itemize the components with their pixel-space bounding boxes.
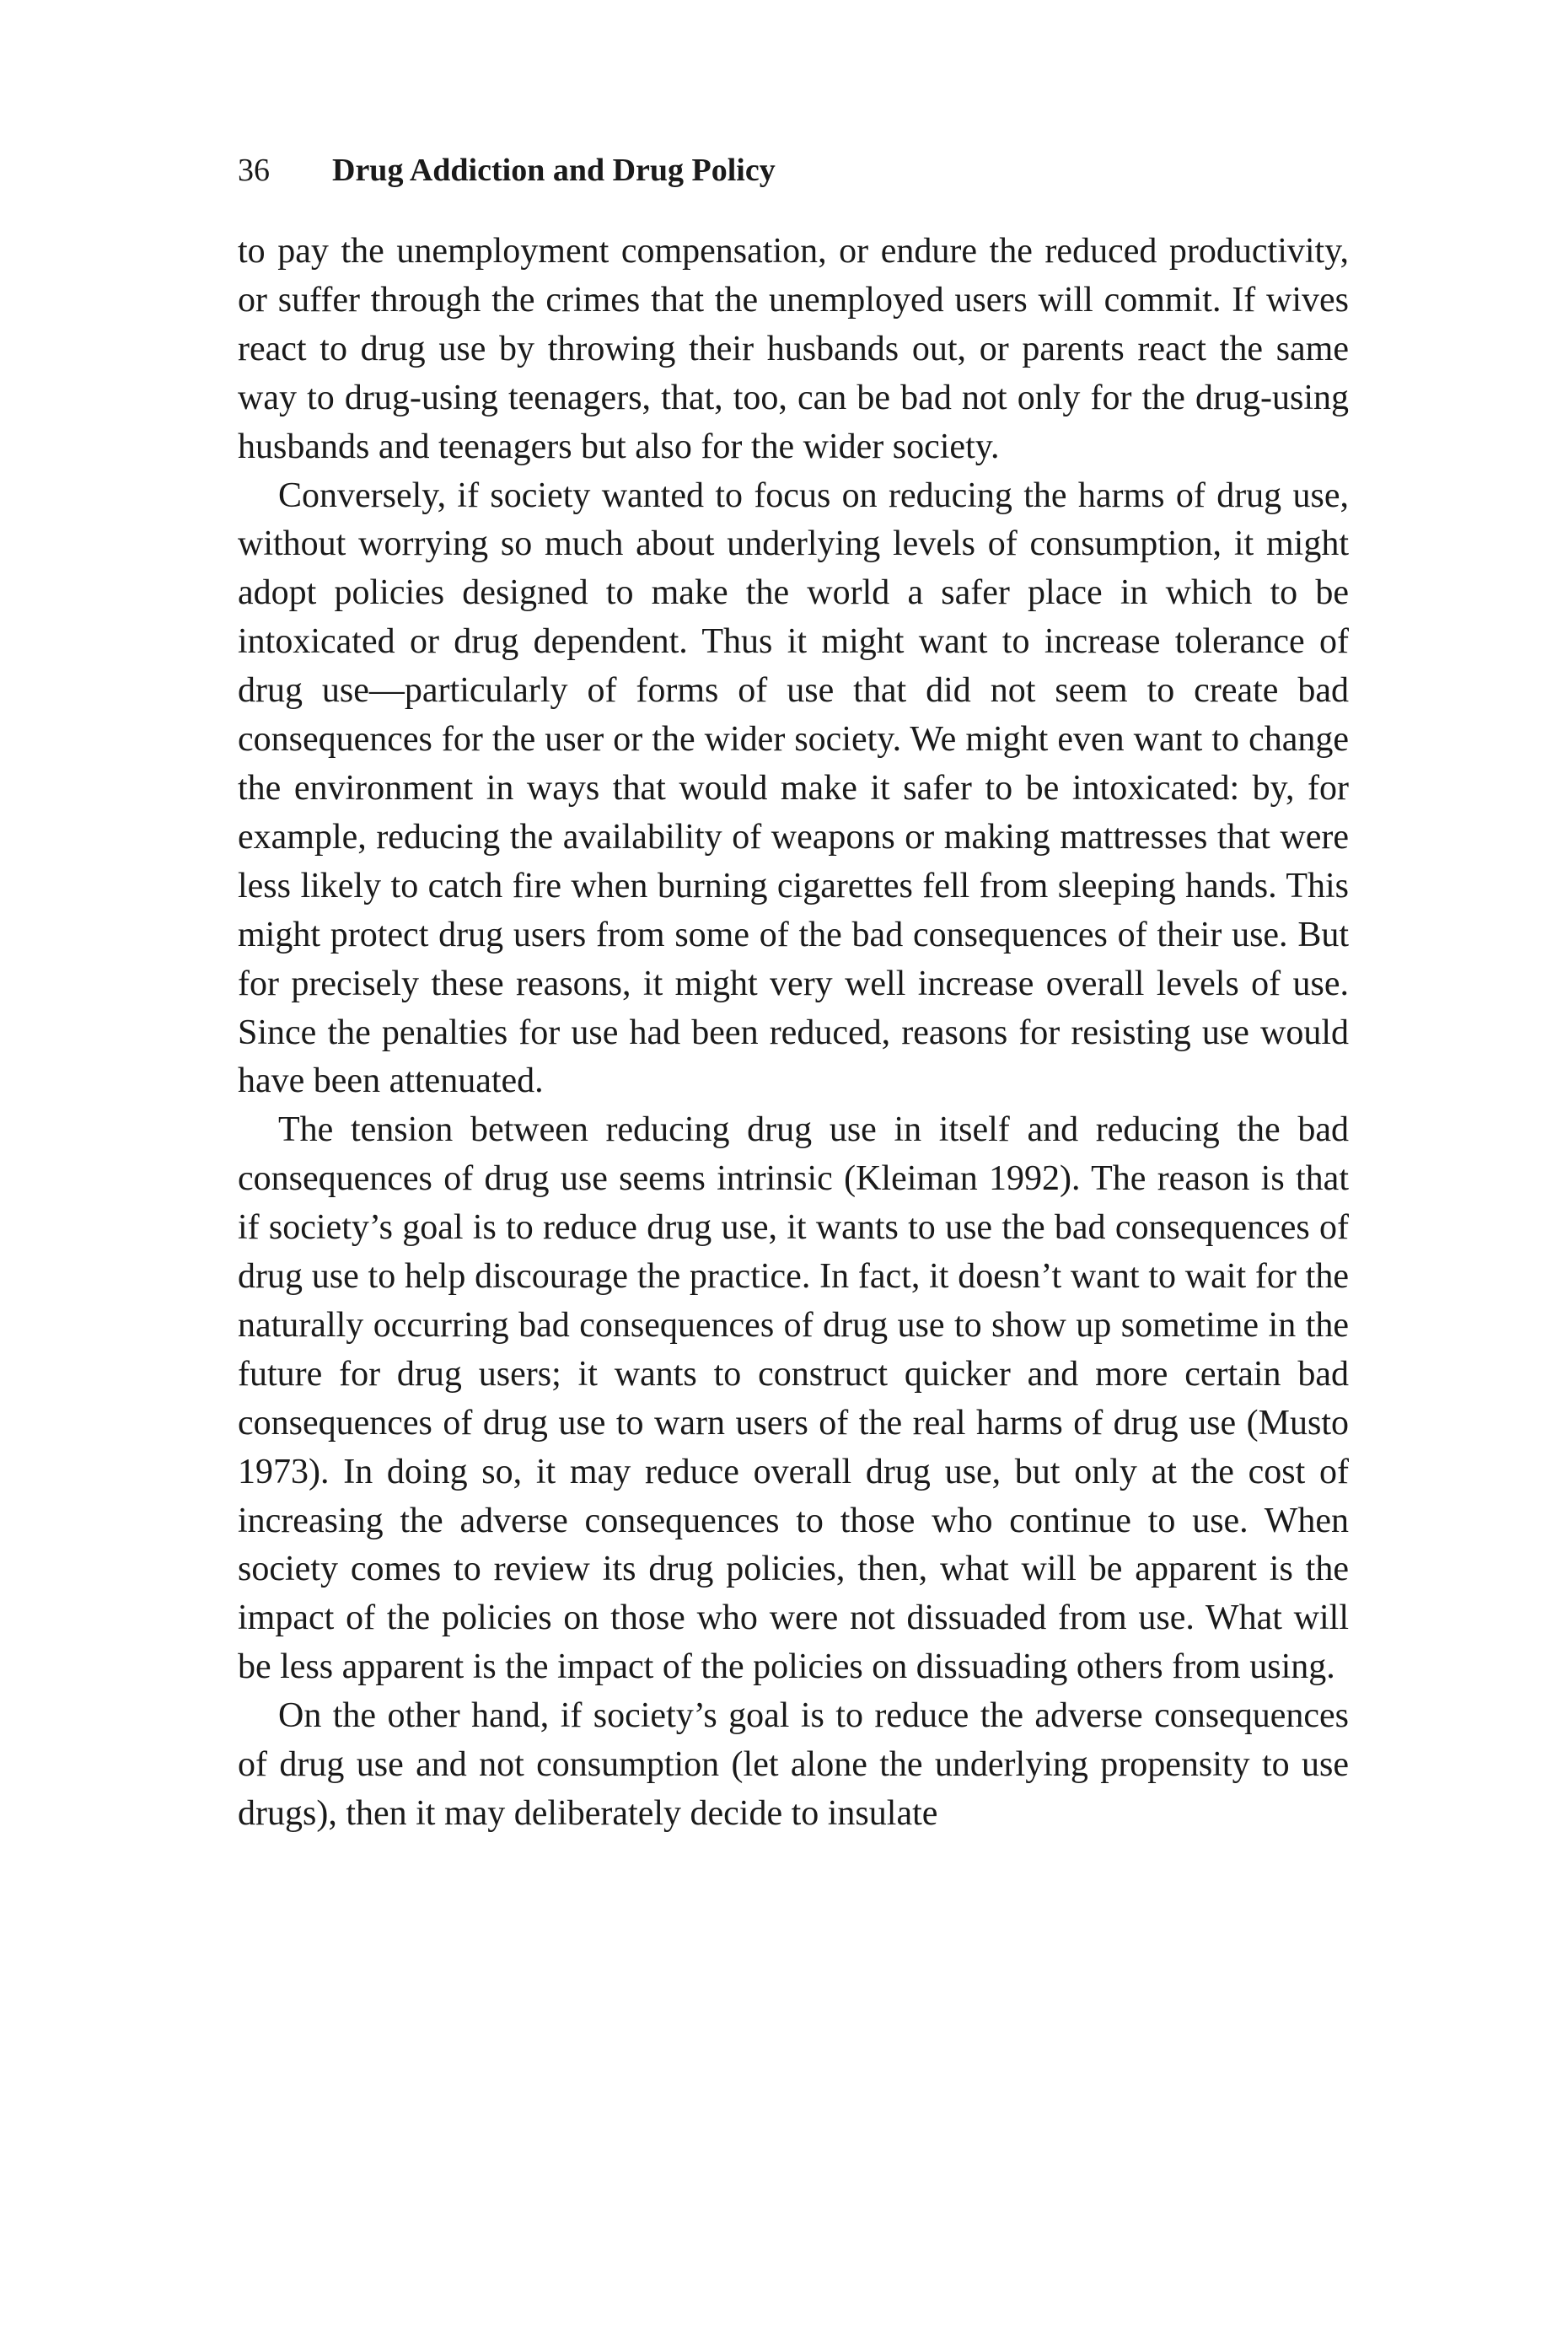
running-head — [238, 152, 1351, 189]
paragraph-other-hand: On the other hand, if society’s goal is to reduce the adverse consequences of drug use and not consumption (let alone the underlying propensity to use drugs), then it may deliberately decide to insulate — [238, 1696, 1349, 1833]
body-text — [238, 228, 1349, 1839]
page-number: 36 — [238, 153, 270, 188]
paragraph-tension: The tension between reducing drug use in itself and reducing the bad consequences of drug use seems intrinsic (Kleiman 1992). The reason is that if society’s goal is to reduce drug use, it wants to use the bad consequences of drug use to help discourage the practice. In fact, it doesn’t want to wait for the naturally occurring bad consequences of drug use to show up sometime in the future for drug users; it wants to construct quicker and more certain bad consequences of drug use to warn users of the real harms of drug use (Musto 1973). In doing so, it may reduce overall drug use, but only at the cost of increasing the adverse consequences to those who continue to use. When society comes to review its drug policies, then, what will be apparent is the impact of the policies on those who were not dissuaded from use. What will be less apparent is the impact of the policies on dissuading others from using. — [238, 1110, 1349, 1687]
paragraph-conversely: Conversely, if society wanted to focus on reducing the harms of drug use, without worrying so much about underlying levels of consumption, it might adopt policies designed to make the world a safer place in which to be intoxicated or drug dependent. Thus it might want to increase tolerance of drug use—particularly of forms of use that did not seem to create bad consequences for the user or the wider society. We might even want to change the environment in ways that would make it safer to be intoxicated: by, for example, reducing the availability of weapons or making mattresses that were less likely to catch fire when burning cigarettes fell from sleeping hands. This might protect drug users from some of the bad consequences of their use. But for precisely these reasons, it might very well increase overall levels of use. Since the penalties for use had been reduced, reasons for resisting use would have been attenuated. — [238, 476, 1349, 1101]
running-title: Drug Addiction and Drug Policy — [332, 153, 776, 188]
paragraph-continued: to pay the unemployment compensation, or endure the reduced productivity, or suffer through the crimes that the unemployed users will commit. If wives react to drug use by throwing their husbands out, or parents react the same way to drug-using teenagers, that, too, can be bad not only for the drug-using husbands and teenagers but also for the wider society. — [238, 232, 1349, 466]
